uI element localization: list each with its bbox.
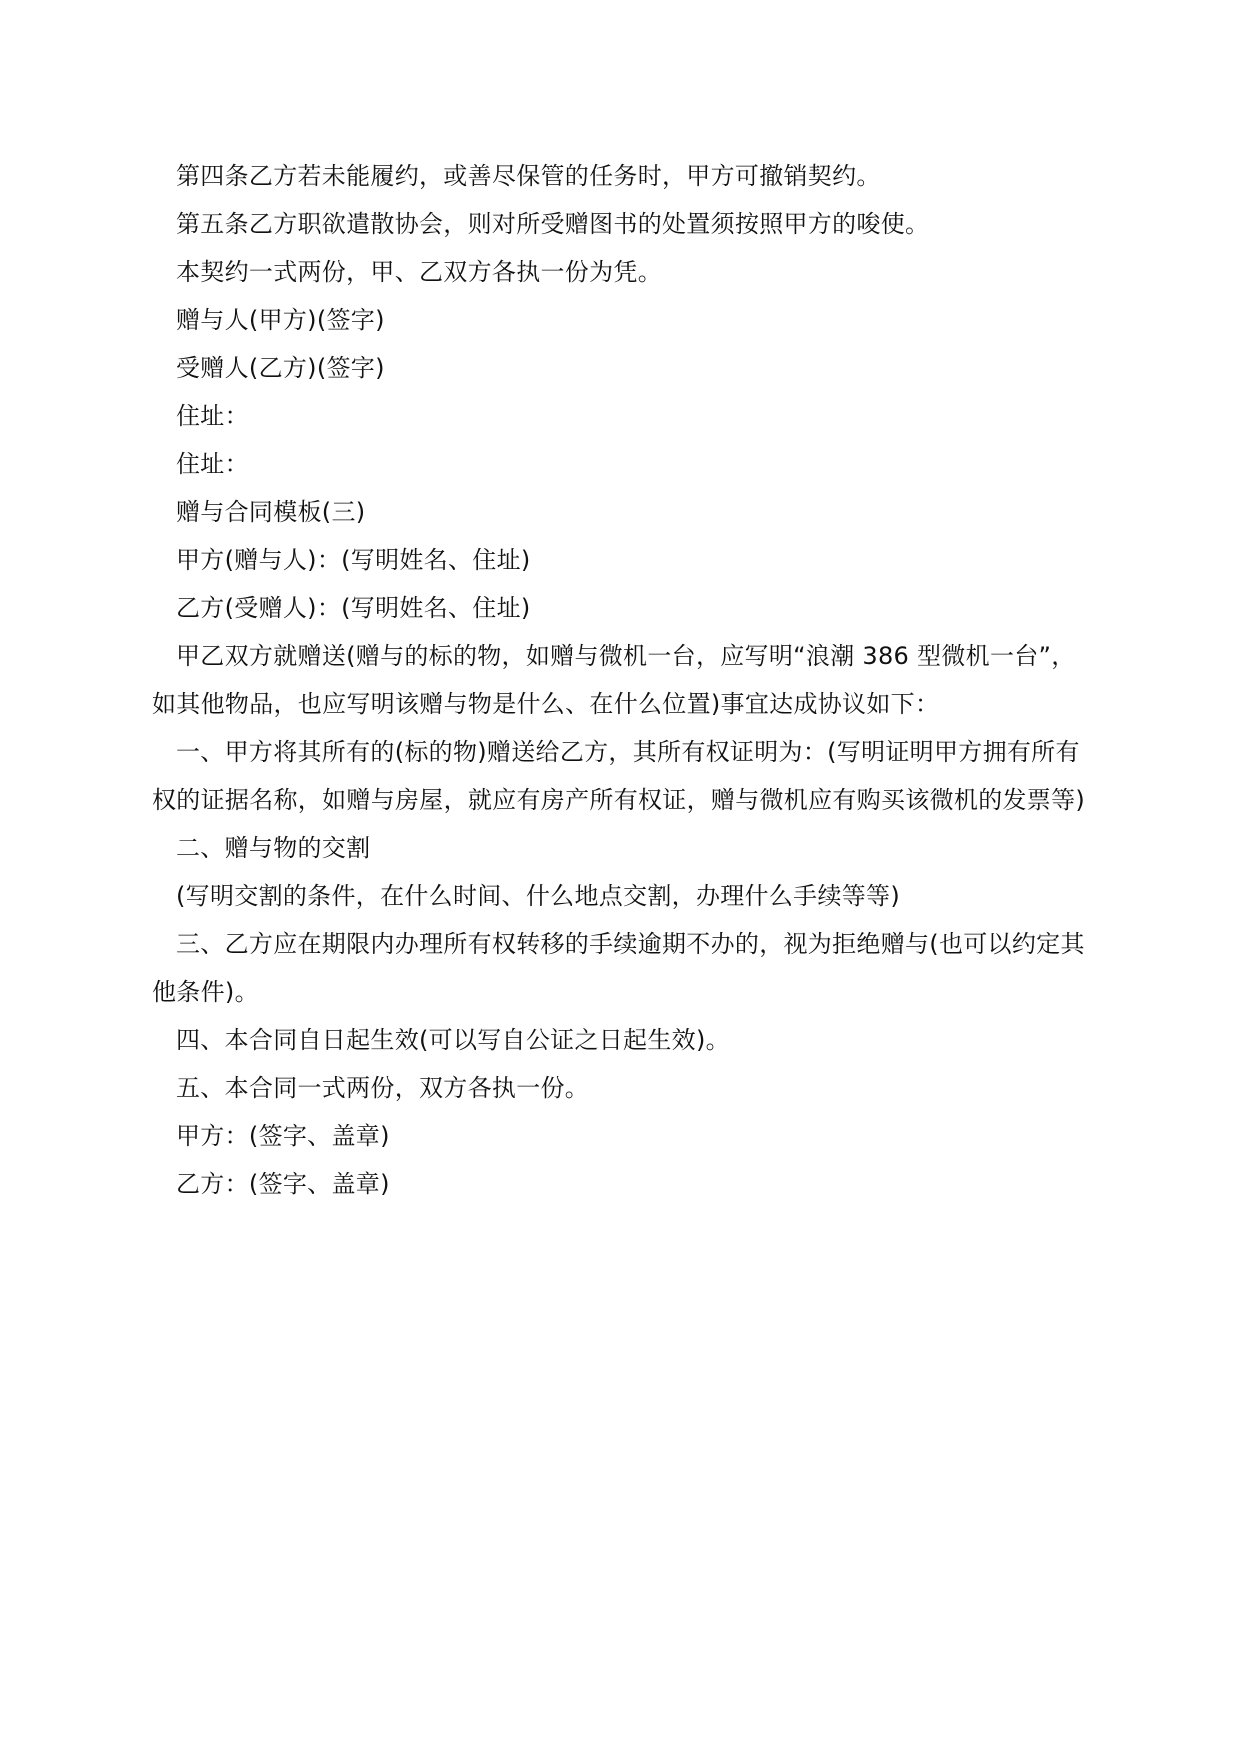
party-b-signature: 乙方：(签字、盖章) [176,1170,390,1198]
document-body [152,152,1087,1208]
party-a-signature: 甲方：(签字、盖章) [176,1122,390,1150]
party-a-line: 甲方(赠与人)：(写明姓名、住址) [176,546,531,574]
agreement-intro: 甲乙双方就赠送(赠与的标的物，如赠与微机一台，应写明“浪潮 386 型微机一台”，如其他物品，也应写明该赠与物是什么、在什么位置)事宜达成协议如下： [152,642,1076,718]
donee-signature-line: 受赠人(乙方)(签字) [176,354,385,382]
article-4: 四、本合同自日起生效(可以写自公证之日起生效)。 [176,1026,730,1054]
clause-4: 第四条乙方若未能履约，或善尽保管的任务时，甲方可撤销契约。 [176,162,881,190]
article-5: 五、本合同一式两份，双方各执一份。 [176,1074,590,1102]
clause-5: 第五条乙方职欲遣散协会，则对所受赠图书的处置须按照甲方的唆使。 [176,210,930,238]
copies-statement: 本契约一式两份，甲、乙双方各执一份为凭。 [176,258,662,286]
section-title: 赠与合同模板(三) [176,498,366,526]
address-line-2: 住址： [176,450,249,478]
address-line-1: 住址： [176,402,249,430]
article-3: 三、乙方应在期限内办理所有权转移的手续逾期不办的，视为拒绝赠与(也可以约定其他条件)。 [152,930,1085,1006]
article-1: 一、甲方将其所有的(标的物)赠送给乙方，其所有权证明为：(写明证明甲方拥有所有权的证据名称，如赠与房屋，就应有房产所有权证，赠与微机应有购买该微机的发票等) [152,738,1086,814]
article-2: 二、赠与物的交割 [176,834,371,862]
article-2-note: (写明交割的条件，在什么时间、什么地点交割，办理什么手续等等) [176,882,901,910]
party-b-line: 乙方(受赠人)：(写明姓名、住址) [176,594,531,622]
donor-signature-line: 赠与人(甲方)(签字) [176,306,385,334]
